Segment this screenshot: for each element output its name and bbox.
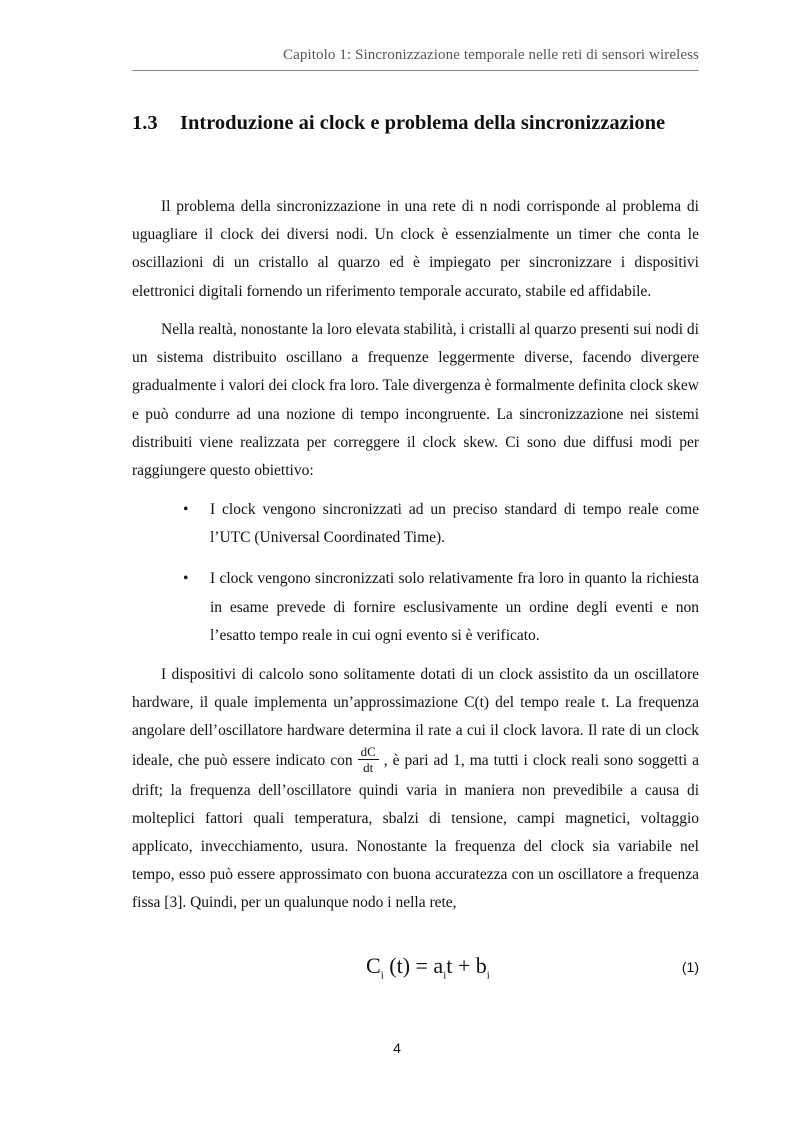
- eq-mid: t + b: [446, 953, 487, 978]
- eq-a-sub: i: [443, 969, 447, 982]
- equation-1: [132, 953, 699, 989]
- list-item: [183, 496, 699, 552]
- fraction-denominator: dt: [363, 759, 374, 775]
- list-item-text: I clock vengono sincronizzati ad un preciso standard di tempo reale come l’UTC (Universal Coordinated Time).: [210, 501, 699, 547]
- fraction-numerator: dC: [358, 744, 379, 760]
- paragraph-oscillator: [132, 661, 699, 918]
- page-number: 4: [393, 1040, 401, 1056]
- paragraph-intro: Il problema della sincronizzazione in una rete di n nodi corrisponde al problema di uguagliare il clock dei diversi nodi. Un clock è essenzialmente un timer che conta le oscillazioni di un cristallo al quarzo ed è impiegato per sincronizzare i dispositivi elettronici digitali fornendo un riferimento temporale accurato, stabile ed affidabile.: [132, 198, 699, 300]
- paragraph-clock-skew: Nella realtà, nonostante la loro elevata stabilità, i cristalli al quarzo presenti sui nodi di un sistema distribuito oscillano a frequenze leggermente diverse, facendo divergere gradualmente i valori dei clock fra loro. Tale divergenza è formalmente definita clock skew e può condurre ad una nozione di tempo incongruente. La sincronizzazione nei sistemi distribuiti viene realizzata per correggere il clock skew. Ci sono due diffusi modi per raggiungere questo obiettivo:: [132, 321, 699, 480]
- header-rule: [132, 70, 699, 71]
- eq-lhs: C: [366, 953, 381, 978]
- bullet-icon: •: [183, 570, 189, 588]
- list-item-text: I clock vengono sincronizzati solo relativamente fra loro in quanto la richiesta in esame prevede di fornire esclusivamente un ordine degli eventi e non l’esatto tempo reale in cui ogni evento si è verificato.: [210, 570, 699, 644]
- paragraph-oscillator-part1: I dispositivi di calcolo sono solitamente dotati di un clock assistito da un oscillatore hardware, il quale implementa un’approssimazione C(t) del tempo reale t. La frequenza angolare dell’oscillatore hardware determina il rate a cui il clock lavora. Il rate di un clock ideale, che può essere indicato con: [132, 666, 699, 769]
- section-heading: [132, 112, 732, 135]
- running-header: Capitolo 1: Sincronizzazione temporale nelle reti di sensori wireless: [283, 47, 699, 63]
- fraction-dc-dt: [358, 744, 379, 775]
- section-title: Introduzione ai clock e problema della sincronizzazione: [180, 112, 666, 134]
- equation-body: [366, 953, 490, 981]
- section-number: 1.3: [132, 112, 158, 134]
- equation-number: (1): [681, 959, 699, 975]
- eq-lhs-sub: i: [380, 969, 384, 982]
- list-item: [183, 565, 699, 650]
- bullet-icon: •: [183, 501, 189, 518]
- eq-arg: (t) = a: [383, 953, 444, 978]
- paragraph-oscillator-part2: , è pari ad 1, ma tutti i clock reali sono soggetti a drift; la frequenza dell’oscillatore quindi varia in maniera non prevedibile a causa di molteplici fattori quali temperatura, sbalzi di tensione, campi magnetici, voltaggio applicato, invecchiamento, usura. Nonostante la frequenza del clock sia variabile nel tempo, esso può essere approssimato con buona accuratezza con un oscillatore a frequenza fissa [3]. Quindi, per un qualunque nodo i nella rete,: [132, 751, 700, 912]
- bullet-list: [183, 496, 699, 663]
- eq-b-sub: i: [486, 969, 490, 982]
